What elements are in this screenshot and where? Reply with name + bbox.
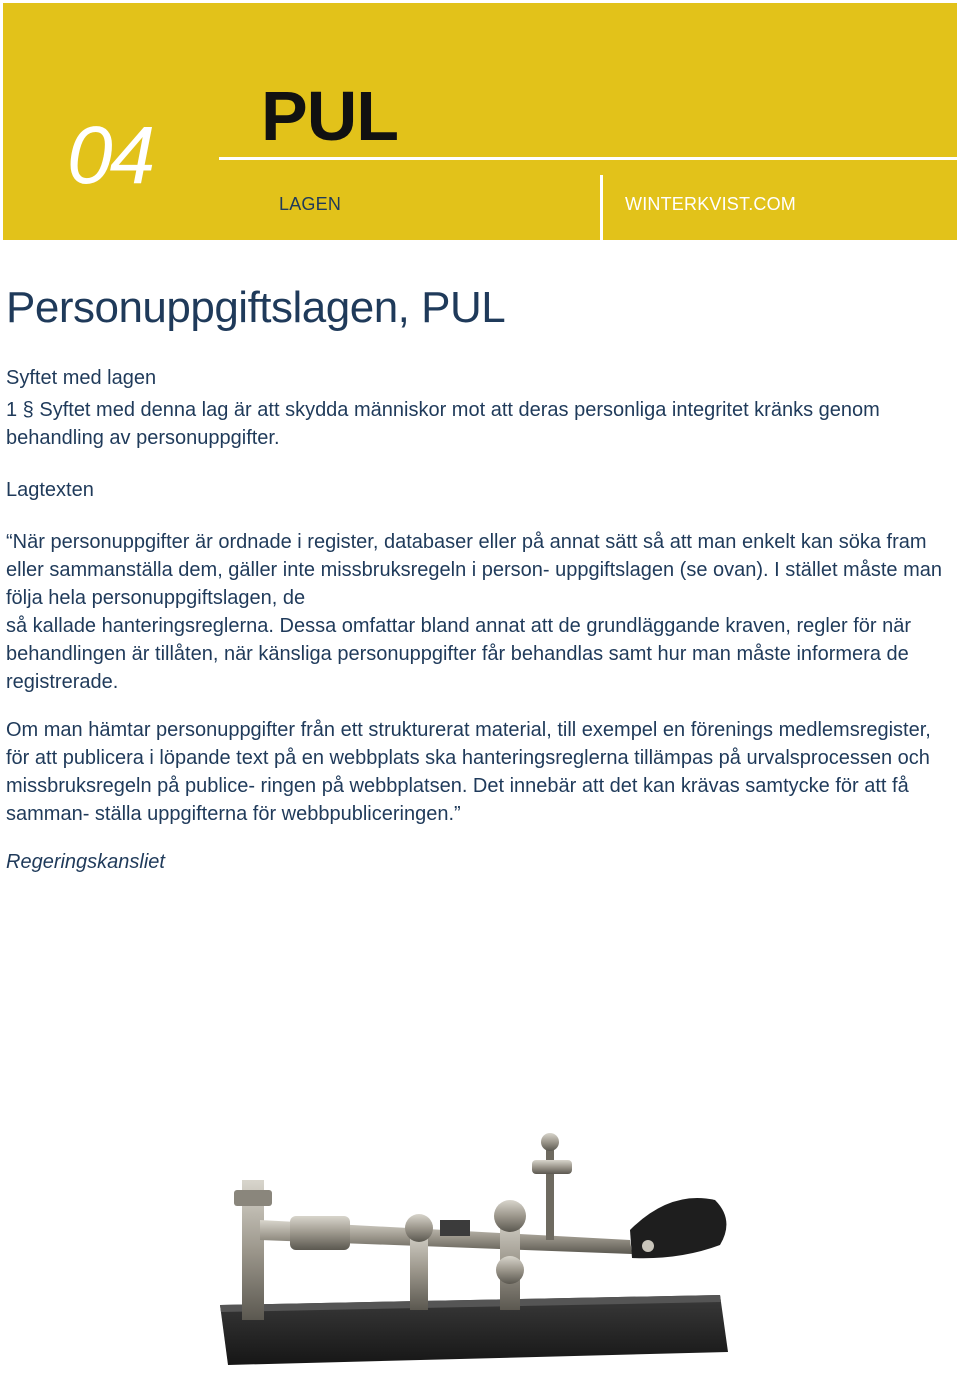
header-section-label: LAGEN	[279, 194, 342, 214]
purpose-paragraph: 1 § Syftet med denna lag är att skydda människor mot att deras personliga integritet kränks genom behandling av personuppgifter.	[6, 399, 880, 449]
header-title: PUL	[261, 77, 398, 155]
source-attribution: Regeringskansliet	[6, 851, 165, 873]
main-content	[6, 282, 954, 876]
chapter-number: 04	[67, 110, 153, 201]
page-title: Personuppgiftslagen, PUL	[6, 283, 506, 332]
purpose-heading: Syftet med lagen	[6, 367, 157, 389]
law-text-heading: Lagtexten	[6, 479, 94, 501]
quote-paragraph-1-continued: så kallade hanteringsreglerna. Dessa omfattar bland annat att de grundläggande kraven, regler för när behandlingen är tillåten, när känsliga personuppgifter får behandlas samt hur man måste informera de registrerade.	[6, 615, 912, 693]
quote-paragraph-1: “När personuppgifter är ordnade i register, databaser eller på annat sätt så att man enkelt kan söka fram eller sammanställa dem, gäller inte missbruksregeln i person- uppgiftslagen (se ovan). I stället måste man följa hela personuppgiftslagen, de	[6, 531, 942, 609]
header-site-label: WINTERKVIST.COM	[625, 194, 797, 214]
quote-paragraph-2: Om man hämtar personuppgifter från ett strukturerat material, till exempel en förenings medlemsregister, för att publicera i löpande text på en webbplats ska hanteringsreglerna tillämpas på urvalsprocessen och missbruksregeln på publice- ringen på webbplatsen. Det innebär att det kan krävas samtycke för att få samman- ställa uppgifterna för webbpubliceringen.”	[6, 719, 931, 825]
telegraph-key-icon	[200, 1120, 760, 1370]
header-divider-vertical	[600, 175, 603, 243]
header-divider-horizontal	[219, 157, 960, 160]
header-banner	[3, 3, 957, 240]
